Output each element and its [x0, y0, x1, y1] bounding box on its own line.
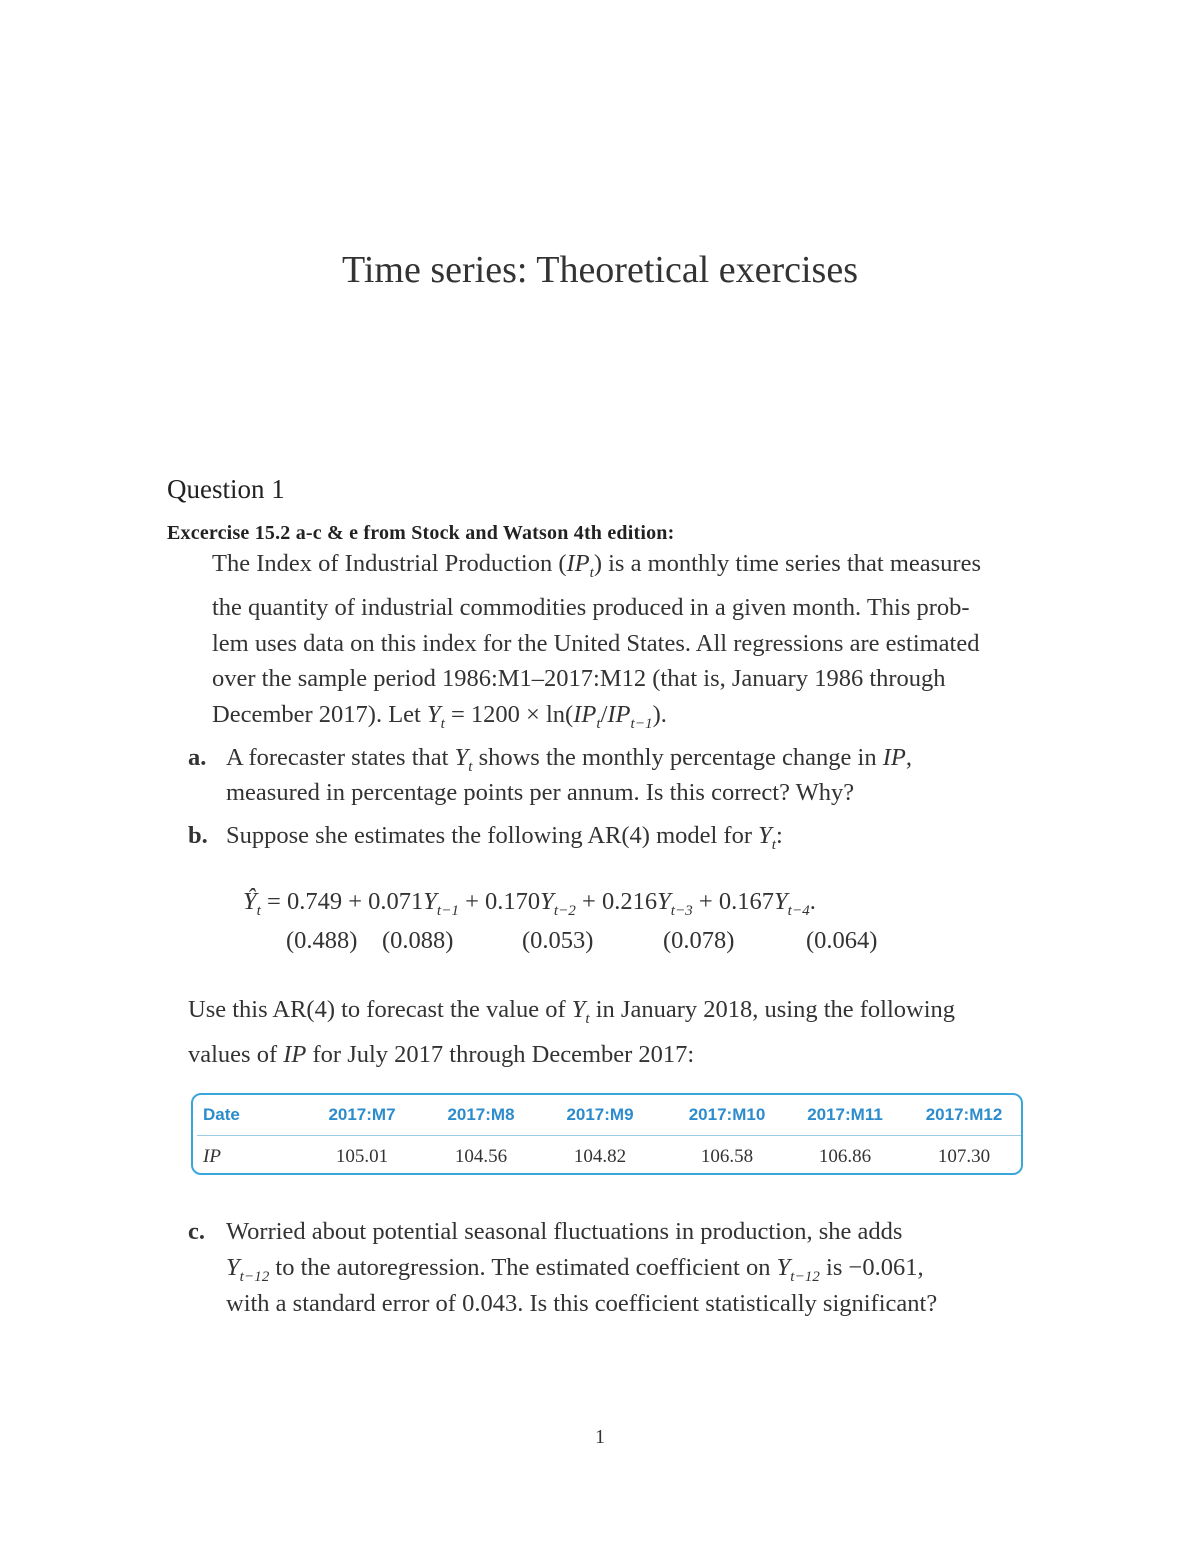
- part-c: [188, 1214, 1068, 1324]
- intro-line-5: [212, 697, 1062, 741]
- part-a-text: shows the monthly percentage change in: [472, 744, 883, 771]
- table-cell: 104.82: [573, 1146, 627, 1167]
- intro-line-3: lem uses data on this index for the United States. All regressions are estimated: [212, 629, 980, 657]
- part-b-line-1: [226, 818, 783, 862]
- intro-line-1: [212, 546, 1062, 590]
- subscript-t: t: [771, 835, 776, 853]
- exercise-heading: Excercise 15.2 a-c & e from Stock and Watson 4th edition:: [167, 522, 675, 544]
- ip-symbol: IP: [283, 1040, 307, 1068]
- forecast-line-1: [188, 992, 955, 1037]
- standard-error: (0.088): [382, 927, 454, 954]
- intro-text: The Index of Industrial Production (: [212, 550, 567, 577]
- forecast-text: Use this AR(4) to forecast the value of: [188, 996, 572, 1023]
- standard-error: (0.064): [806, 927, 878, 954]
- standard-error: (0.078): [663, 927, 735, 954]
- part-a-label: a.: [188, 744, 207, 771]
- intro-line-4: over the sample period 1986:M1–2017:M12 (that is, January 1986 through: [212, 665, 946, 693]
- page-number: 1: [595, 1426, 605, 1448]
- y-symbol: Y: [773, 888, 788, 915]
- subscript-t-minus-1: t−1: [630, 714, 653, 732]
- equation-term: + 0.167: [692, 888, 774, 915]
- subscript-t: t: [585, 1009, 590, 1027]
- part-c-label: c.: [188, 1218, 205, 1245]
- slash: /: [600, 700, 608, 728]
- y-symbol: Y: [571, 996, 586, 1023]
- part-b-text: :: [776, 822, 783, 849]
- part-b: [188, 818, 1068, 858]
- subscript-t-minus-3: t−3: [670, 901, 693, 919]
- subscript-t-minus-12: t−12: [790, 1267, 820, 1285]
- y-symbol: Y: [426, 700, 441, 728]
- table-header-date: Date: [203, 1105, 240, 1124]
- intro-text: December 2017). Let: [212, 700, 427, 728]
- document-title: Time series: Theoretical exercises: [341, 249, 858, 291]
- intro-line-2: the quantity of industrial commodities produced in a given month. This prob-: [212, 594, 970, 622]
- ip-symbol: IP: [607, 700, 631, 728]
- forecast-text: for July 2017 through December 2017:: [306, 1040, 695, 1068]
- ip-data-table: [191, 1093, 1023, 1175]
- y-symbol: Y: [540, 888, 554, 915]
- table-header: 2017:M12: [925, 1105, 1003, 1124]
- subscript-t-minus-4: t−4: [787, 901, 810, 919]
- y-hat-symbol: Ŷ: [243, 888, 257, 915]
- y-symbol: Y: [454, 744, 469, 771]
- part-a-line-2: measured in percentage points per annum. Is this correct? Why?: [226, 779, 855, 806]
- problem-intro: [212, 546, 1062, 741]
- forecast-line-2: [188, 1037, 955, 1073]
- table-header: 2017:M11: [807, 1105, 883, 1124]
- subscript-t: t: [440, 714, 445, 732]
- intro-text: = 1200 × ln(: [444, 700, 574, 728]
- y-symbol: Y: [423, 888, 437, 915]
- equation-term: = 0.749 + 0.071: [260, 888, 424, 915]
- intro-text: ) is a monthly time series that measures: [593, 550, 981, 577]
- table-header: 2017:M10: [688, 1105, 766, 1124]
- table-divider: [197, 1135, 1021, 1136]
- forecast-text: values of: [188, 1040, 284, 1068]
- part-c-line-1: Worried about potential seasonal fluctuations in production, she adds: [226, 1218, 903, 1245]
- forecast-instructions: [188, 992, 955, 1073]
- part-a: [188, 740, 1068, 812]
- table-row-label: IP: [203, 1146, 221, 1167]
- equation-term: + 0.170: [458, 888, 541, 915]
- subscript-t-minus-12: t−12: [239, 1267, 270, 1285]
- subscript-t: t: [596, 714, 601, 732]
- standard-error: (0.053): [522, 927, 594, 954]
- table-cell: 105.01: [335, 1146, 389, 1167]
- table-header: 2017:M9: [566, 1105, 634, 1124]
- part-c-line-3: with a standard error of 0.043. Is this coefficient statistically significant?: [226, 1290, 938, 1317]
- equation-term: .: [809, 888, 816, 915]
- subscript-t: t: [589, 563, 594, 581]
- y-symbol: Y: [657, 888, 671, 915]
- part-a-text: ,: [905, 744, 912, 771]
- equation-term: + 0.216: [575, 888, 658, 915]
- table-cell: 106.86: [818, 1146, 872, 1167]
- part-b-label: b.: [188, 822, 208, 849]
- question-heading: Question 1: [167, 474, 285, 504]
- ip-symbol: IP: [566, 550, 590, 577]
- subscript-t: t: [256, 901, 261, 919]
- subscript-t-minus-2: t−2: [553, 901, 576, 919]
- subscript-t-minus-1: t−1: [436, 901, 459, 919]
- standard-error: (0.488): [286, 927, 358, 954]
- forecast-text: in January 2018, using the following: [589, 996, 956, 1023]
- part-b-text: Suppose she estimates the following AR(4) model for: [226, 822, 759, 849]
- ar4-equation: [243, 888, 816, 920]
- intro-text: ).: [652, 700, 667, 728]
- table-header: 2017:M7: [328, 1105, 396, 1124]
- part-a-text: A forecaster states that: [226, 744, 455, 771]
- table-cell: 106.58: [700, 1146, 754, 1167]
- part-c-text: is −0.061,: [819, 1254, 924, 1281]
- y-symbol: Y: [226, 1254, 240, 1281]
- table-header: 2017:M8: [447, 1105, 515, 1124]
- subscript-t: t: [468, 757, 473, 775]
- ip-symbol: IP: [573, 700, 597, 728]
- ip-symbol: IP: [882, 744, 906, 771]
- table-cell: 107.30: [937, 1146, 991, 1167]
- part-c-text: to the autoregression. The estimated coefficient on: [269, 1254, 777, 1281]
- y-symbol: Y: [758, 822, 772, 849]
- table-cell: 104.56: [454, 1146, 508, 1167]
- y-symbol: Y: [776, 1254, 791, 1281]
